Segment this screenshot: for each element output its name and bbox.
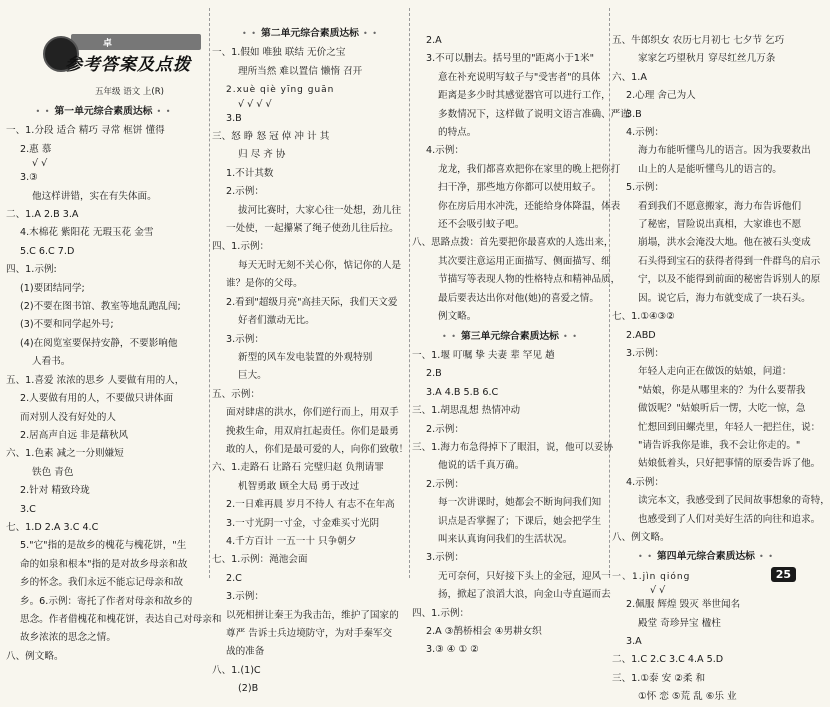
answer-line: 3.示例： (226, 333, 264, 345)
answer-line: 敢的人，你们是最可爱的人，向你们致敬！ (226, 443, 409, 455)
answer-line: 一、1.分段 适合 精巧 寻常 框饼 懂得 (6, 125, 165, 137)
logo-band-text: 卓 (103, 39, 113, 49)
answer-line: 了秘密，冒险说出真相，大家谁也不愿 (638, 219, 802, 231)
answer-line: 思念。作者借槐花和槐花饼，表达自己对母亲和 (20, 613, 222, 625)
answer-line: 意在补充说明写蚊子与"受害者"的具体 (438, 71, 601, 83)
answer-line: 也感受到了人们对美好生活的向往和追求。 (638, 513, 821, 525)
answer-line: 节描写等表现人物的性格特点和精神品质， (438, 274, 621, 286)
answer-line: 理所当然 难以置信 懒惰 召开 (238, 65, 363, 77)
answer-line: 八、例文略。 (612, 531, 670, 543)
answer-line: 叫来认真询问我们的生活状况。 (438, 533, 573, 545)
answer-line: 2.示例： (426, 478, 464, 490)
answer-line: 谁？是你的父母。 (226, 278, 303, 290)
answer-line: 无可奈何，只好接下头上的金冠，迎风一 (438, 570, 611, 582)
answer-line: 2.示例： (426, 423, 464, 435)
answer-line: 多数情况下，这样做了说明文语言准确、严谨 (438, 108, 630, 120)
answer-line: 3.示例： (426, 552, 464, 564)
answer-line: 五、1.喜爱 浓浓的思乡 人要做有用的人， (6, 374, 185, 386)
answer-line: 2.看到"超级月亮"高挂天际，我们天文爱 (226, 296, 398, 308)
answer-line: (3)不要和同学起外号; (20, 319, 114, 331)
answer-line: 挽救生命，用双肩扛起责任。你们是最勇 (226, 425, 399, 437)
answer-line: 巨大。 (238, 370, 267, 382)
answer-line: 崩塌，洪水会淹没大地。他在被石头变成 (638, 237, 811, 249)
answer-line: 3.③ (20, 172, 38, 184)
answer-line: 家家乞巧望秋月 穿尽红丝几万条 (638, 53, 776, 65)
answer-line: 4.示例： (426, 145, 464, 157)
answer-line: 以死相拼让秦王为我击缶，维护了国家的 (226, 609, 399, 621)
answer-line: 面对肆虐的洪水，你们逆行而上，用双手 (226, 407, 399, 419)
answer-line: 2.ABD (626, 329, 656, 341)
answer-line: 拔河比赛时，大家心往一处想，劲儿往 (238, 204, 402, 216)
answer-line: 2.一日难再晨 岁月不待人 有志不在年高 (226, 499, 395, 511)
answer-line: 3.不可以删去。括号里的"距离小于1米" (426, 53, 594, 65)
answer-line: 四、1.示例： (412, 607, 470, 619)
answer-line: 读完本文，我感受到了民间故事想象的奇特， (638, 495, 830, 507)
answer-line: 看到我们不愿意搬家，海力布告诉他们 (638, 200, 802, 212)
answer-line: 一、1.堰 叮嘱 挚 夫妻 辈 罕见 趟 (412, 349, 555, 361)
answer-line: 尊严 告诉士兵边境防守，为对手秦军交 (226, 628, 393, 639)
answer-line: 姑娘低着头，只好把事情的原委告诉了他。 (638, 458, 821, 470)
answer-line: 3.③ ④ ① ② (426, 644, 479, 656)
answer-line: 3.A (626, 636, 642, 647)
logo-band (71, 34, 201, 50)
answer-line: 例文略。 (438, 311, 477, 323)
answer-line: 5.示例： (626, 182, 664, 194)
answer-line: 殿堂 奇珍异宝 楹柱 (638, 617, 721, 629)
answer-line: 2.惠 慕 (20, 143, 52, 155)
answer-line: (2)不要在图书馆、教室等地乱跑乱闯; (20, 301, 181, 313)
answer-line: 2.示例： (226, 186, 264, 198)
answer-line: 他说的话千真万确。 (438, 460, 525, 472)
answer-line: 宁，以及不能得到前面的秘密告诉别人的原 (638, 274, 821, 286)
answer-line: 三、1.①泰 安 ②柔 和 (612, 672, 706, 684)
answer-line: 每天无时无刻不关心你，惦记你的人是 (238, 259, 402, 271)
answer-line: 新型的风车发电装置的外观特别 (238, 351, 373, 363)
page-number: 25 (771, 567, 796, 582)
answer-line: 八、思路点拨：首先要把你最喜欢的人选出来， (412, 237, 614, 249)
section-header: • • 第二单元综合素质达标 • • (242, 28, 378, 39)
answer-line: 机智勇敢 顾全大局 勇于改过 (238, 480, 360, 492)
answer-line: 因。说它后，海力布就变成了一块石头。 (638, 292, 811, 304)
answer-column-1 (0, 0, 222, 662)
answer-line: 的特点。 (438, 127, 477, 139)
answer-line: √ √ √ √ (238, 98, 272, 110)
answer-line: 六、1.色素 减之一分则嫌短 (6, 448, 124, 460)
answer-line: (4)在阅览室要保持安静，不要影响他 (20, 337, 178, 349)
answer-line: 五、示例： (212, 388, 260, 400)
answer-line: 4.示例： (626, 127, 664, 139)
section-header: • • 第三单元综合素质达标 • • (442, 330, 578, 342)
answer-line: 乡。6.示例：寄托了作者对母亲和故乡的 (20, 595, 193, 607)
answer-line: 三、怒 睁 怒 冠 倬 冲 计 其 (212, 131, 330, 143)
column-divider (409, 8, 410, 578)
answer-line: 最后要表达出你对他(她)的喜爱之情。 (438, 292, 599, 304)
answer-line: 七、1.示例：渑池会面 (212, 554, 308, 566)
logo-subtitle: 五年级 语文 上(R) (95, 87, 164, 97)
answer-line: 六、1.A (612, 71, 647, 83)
answer-line: 5."它"指的是故乡的槐花与槐花饼，"生 (20, 540, 187, 552)
answer-line: 4.示例： (626, 476, 664, 488)
answer-line: 2.佩服 辉煌 毁灭 举世闻名 (626, 599, 741, 611)
answer-line: 七、1.①④③② (612, 311, 675, 323)
answer-line: 2.B (426, 368, 442, 380)
column-divider (209, 8, 210, 578)
answer-line: 4.千方百计 一五一十 只争朝夕 (226, 535, 357, 547)
answer-line: 他这样讲错，实在有失体面。 (32, 190, 157, 202)
section-header: • • 第一单元综合素质达标 • • (35, 106, 172, 117)
answer-line: 而对别人没有好处的人 (20, 411, 116, 423)
answer-line: 2.针对 精致玲珑 (20, 485, 90, 497)
answer-line: 2.人要做有用的人，不要做只讲体面 (20, 393, 174, 405)
answer-line: 扬，掀起了浪滔大浪，向金山寺直逼而去 (438, 589, 611, 601)
answer-line: √ √ (32, 158, 48, 170)
answer-line: 故乡浓浓的思念之情。 (20, 632, 116, 644)
answer-line: 3.B (626, 108, 642, 120)
answer-line: 4.木棉花 紫阳花 无瑕玉花 金雪 (20, 227, 154, 239)
answer-line: ①怀 恋 ⑤荒 乱 ⑥乐 业 (638, 691, 737, 703)
answer-line: "姑娘，你是从哪里来的？为什么要帮我 (638, 384, 806, 396)
answer-line: 海力布能听懂鸟儿的语言。因为我要救出 (638, 145, 811, 157)
answer-line: 2.C (226, 572, 242, 584)
answer-line: 人看书。 (32, 356, 71, 368)
answer-line: 距离是多少时其感觉器官可以进行工作， (438, 90, 611, 102)
answer-line: 铁色 青色 (32, 466, 74, 478)
answer-line: 还不会吸引蚊子吧。 (438, 219, 525, 231)
answer-line: 一、1.假如 唯独 联结 无价之宝 (212, 47, 346, 59)
answer-line: 3.C (20, 503, 36, 515)
answer-line: (1)要团结同学; (20, 282, 85, 294)
answer-line: 识点是否掌握了；下课后，她会把学生 (438, 515, 602, 527)
answer-column-4 (612, 0, 830, 703)
answer-line: 3.一寸光阴一寸金，寸金难买寸光阴 (226, 517, 380, 529)
answer-line: 一、1.jìn qióng (612, 571, 691, 582)
answer-line: "请告诉我你是谁，我不会让你走的。" (638, 439, 801, 451)
answer-line: 四、1.示例： (212, 241, 270, 253)
answer-line: 年轻人走向正在做饭的姑娘，问道： (638, 366, 792, 378)
answer-line: 2.心理 舍己为人 (626, 90, 696, 102)
answer-line: 做饭呢？"姑娘听后一愣，大吃一惊，急 (638, 403, 806, 415)
answer-column-2 (212, 0, 409, 695)
answer-line: 五、牛郎织女 农历七月初七 七夕节 乞巧 (612, 35, 785, 46)
answer-line: 三、1.海力布急得掉下了眼泪，说，他可以妥协 (412, 441, 614, 453)
section-header: • • 第四单元综合素质达标 • • (638, 551, 774, 563)
answer-line: 四、1.示例: (6, 264, 57, 276)
answer-line: 二、1.A 2.B 3.A (6, 209, 79, 221)
answer-line: 一处使，一起攥紧了绳子使劲儿往后拉。 (226, 223, 399, 235)
answer-line: 好者们激动无比。 (238, 315, 315, 327)
answer-line: 忙想回到田螺壳里，年轻人一把拦住，说： (638, 421, 821, 433)
answer-line: 3.示例： (626, 347, 664, 359)
answer-line: 3.A 4.B 5.B 6.C (426, 386, 499, 398)
answer-line: 八、例文略。 (6, 650, 64, 662)
answer-line: 你在房后用水冲洗，还能给身体降温，体表 (438, 200, 621, 212)
answer-key-logo (43, 30, 205, 100)
answer-line: 3.B (226, 112, 242, 124)
answer-line: 乡的怀念。我们永远不能忘记母亲和故 (20, 577, 184, 589)
answer-line: 七、1.D 2.A 3.C 4.C (6, 521, 99, 533)
answer-line: 1.不计其数 (226, 167, 274, 179)
answer-line: 每一次讲课时，她都会不断询问我们知 (438, 497, 602, 509)
answer-line: 5.C 6.C 7.D (20, 245, 75, 257)
answer-line: 2.A ③鹊桥相会 ④男耕女织 (426, 626, 542, 637)
answer-line: 龙龙，我们都喜欢把你在家里的晚上把你打 (438, 163, 621, 175)
answer-line: 2.A (426, 35, 442, 46)
answer-line: 六、1.走路石 让路石 完璧归赵 负荆请罪 (212, 462, 384, 474)
answer-line: 归 尽 齐 协 (238, 149, 286, 161)
answer-line: 其次要注意运用正面描写、侧面描写、细 (438, 255, 611, 267)
answer-line: 命的如泉和根本"指的是对故乡母亲和故 (20, 558, 188, 570)
column-divider (609, 8, 610, 578)
answer-line: (2)B (238, 683, 259, 695)
answer-line: 2.居高声自远 非是藉秋风 (20, 429, 129, 441)
answer-line: 山上的人是能听懂鸟儿的语言的。 (638, 163, 782, 175)
answer-line: 八、1.(1)C (212, 664, 261, 676)
answer-line: 战的准备 (226, 646, 265, 658)
answer-line: 扫干净，那些地方你都可以使用蚊子。 (438, 182, 602, 194)
answer-line: 石头得到宝石的获得者得到一件群鸟的启示 (638, 255, 821, 267)
answer-line: 二、1.C 2.C 3.C 4.A 5.D (612, 654, 724, 666)
answer-line: √ √ (650, 585, 666, 597)
answer-line: 2.xuè qiè yīng guān (226, 85, 335, 96)
answer-line: 3.示例： (226, 591, 264, 603)
answer-line: 三、1.胡思乱想 热情冲动 (412, 405, 521, 417)
logo-title: 参考答案及点拨 (65, 55, 191, 75)
